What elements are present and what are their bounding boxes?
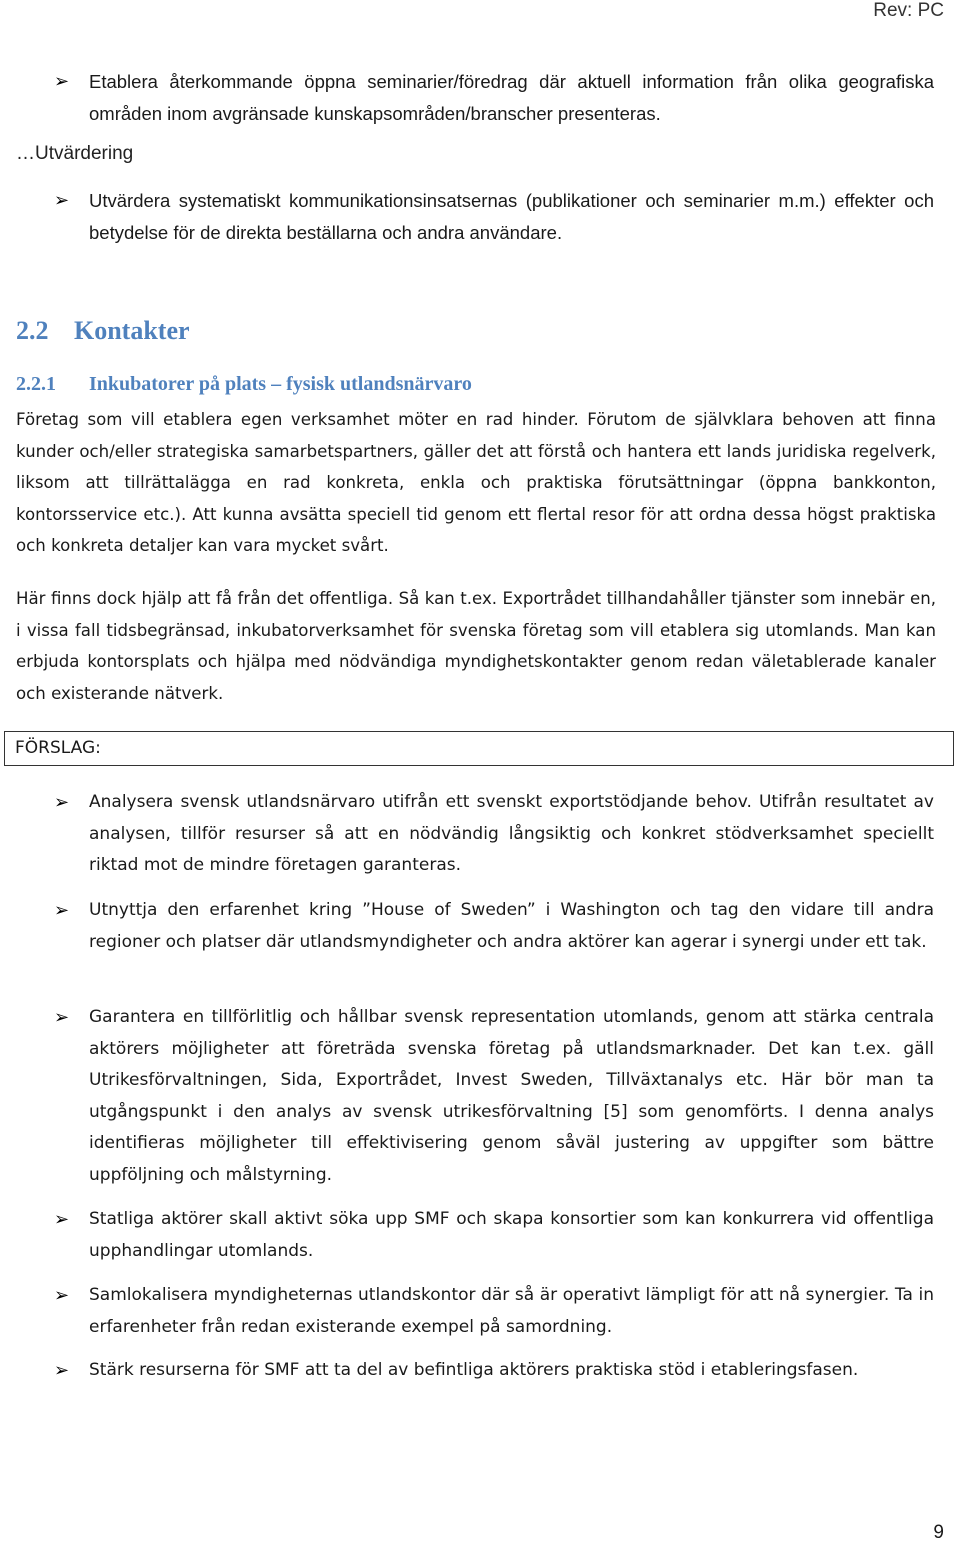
section-title: Kontakter	[74, 316, 190, 345]
arrowhead-bullet-icon: ➢	[54, 900, 70, 920]
section-heading	[16, 316, 190, 346]
bullet-text: Etablera återkommande öppna seminarier/föredrag där aktuell information från olika geografiska områden inom avgränsade kunskapsområden/branscher presenteras.	[89, 71, 934, 124]
forslag-label: FÖRSLAG:	[15, 738, 101, 758]
subsection-title: Inkubatorer på plats – fysisk utlandsnärvaro	[89, 373, 472, 395]
proposal-item	[54, 1355, 934, 1387]
proposal-item	[54, 1280, 934, 1343]
arrowhead-bullet-icon: ➢	[54, 1007, 70, 1027]
bullet-item	[54, 66, 934, 129]
proposal-text: Utnyttja den erfarenhet kring ”House of Sweden” i Washington och tag den vidare till andra regioner och platser där utlandsmyndigheter och andra aktörer kan agerar i synergi under ett tak.	[89, 900, 934, 952]
arrowhead-bullet-icon: ➢	[54, 1209, 70, 1229]
arrowhead-bullet-icon: ➢	[54, 792, 70, 812]
arrowhead-bullet-icon: ➢	[54, 190, 70, 210]
arrowhead-bullet-icon: ➢	[54, 71, 70, 91]
proposal-item	[54, 895, 934, 958]
page-number: 9	[933, 1522, 944, 1543]
proposal-text: Statliga aktörer skall aktivt söka upp SMF och skapa konsortier som kan konkurrera vid offentliga upphandlingar utomlands.	[89, 1209, 934, 1261]
proposal-item	[54, 787, 934, 882]
section-number: 2.2	[16, 316, 49, 345]
revision-header: Rev: PC	[873, 0, 944, 21]
subsection-number: 2.2.1	[16, 373, 56, 395]
proposal-text: Stärk resurserna för SMF att ta del av befintliga aktörers praktiska stöd i etableringsfasen.	[89, 1360, 859, 1380]
proposal-text: Samlokalisera myndigheternas utlandskontor där så är operativt lämpligt för att nå synergier. Ta in erfarenheter från redan existerande exempel på samordning.	[89, 1285, 934, 1337]
proposal-text: Garantera en tillförlitlig och hållbar svensk representation utomlands, genom att stärka centrala aktörers möjligheter att företräda svenska företag på utlandsmarknader. Det kan t.ex. gäll Utrikesförvaltningen, Sida, Exportrådet, Invest Sweden, Tillväxtanalys etc. Här bör man ta utgångspunkt i den analys av svensk utrikesförvaltning [5] som genomförts. I denna analys identifieras möjligheter till effektivisering genom såväl justering av uppgifter som bättre uppföljning och målstyrning.	[89, 1007, 934, 1185]
arrowhead-bullet-icon: ➢	[54, 1360, 70, 1380]
bullet-item	[54, 185, 934, 248]
subsection-heading	[16, 373, 472, 396]
arrowhead-bullet-icon: ➢	[54, 1285, 70, 1305]
body-paragraph: Företag som vill etablera egen verksamhet möter en rad hinder. Förutom de självklara behoven att finna kunder och/eller strategiska samarbetspartners, gäller det att förstå och hantera ett lands juridiska regelverk, liksom att tillrättalägga en rad konkreta, enkla och praktiska förutsättningar (öppna bankkonton, kontorsservice etc.). Att kunna avsätta speciell tid genom ett flertal resor för att ordna dessa högst praktiska och konkreta detaljer kan vara mycket svårt.	[16, 410, 936, 555]
forslag-box	[4, 731, 954, 766]
body-paragraph: Här finns dock hjälp att få från det offentliga. Så kan t.ex. Exportrådet tillhandahåller tjänster som innebär en, i vissa fall tidsbegränsad, inkubatorverksamhet för svenska företag som vill etablera sig utomlands. Man kan erbjuda kontorsplats och hjälpa med nödvändiga myndighetskontakter genom redan väletablerade kanaler och existerande nätverk.	[16, 589, 936, 703]
proposal-item	[54, 1002, 934, 1191]
bullet-text: Utvärdera systematiskt kommunikationsinsatsernas (publikationer och seminarier m.m.) effekter och betydelse för de direkta beställarna och andra användare.	[89, 190, 934, 243]
sub-label-utvardering: …Utvärdering	[16, 143, 134, 164]
proposal-text: Analysera svensk utlandsnärvaro utifrån ett svenskt exportstödjande behov. Utifrån resultatet av analysen, tillför resurser så att en nödvändig långsiktig och konkret stödverksamhet speciellt riktad mot de mindre företagen garanteras.	[89, 792, 934, 875]
proposal-item	[54, 1204, 934, 1267]
